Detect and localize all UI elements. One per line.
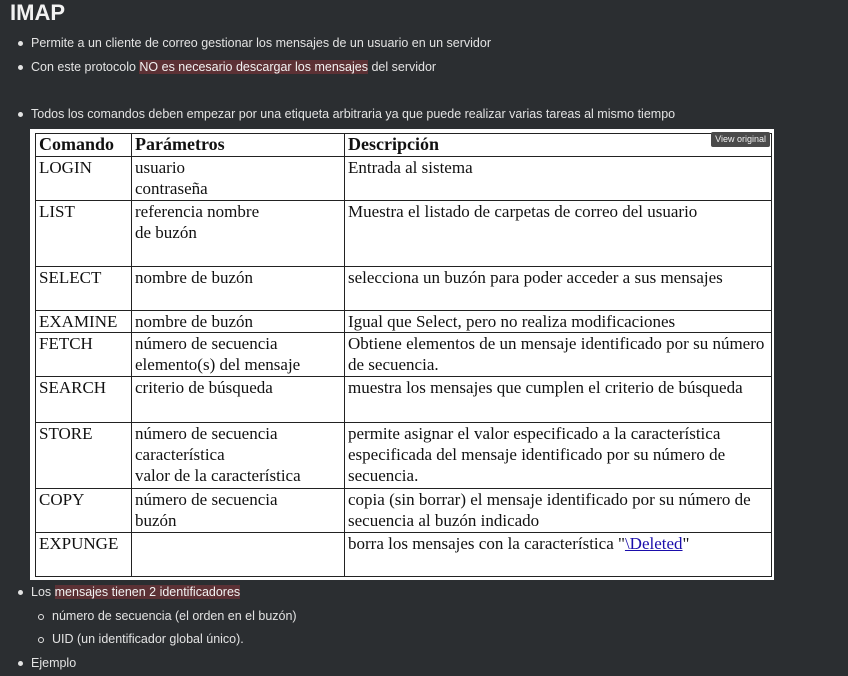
params-cell: número de secuencia elemento(s) del mensaje <box>132 333 345 377</box>
params-cell: referencia nombre de buzón <box>132 201 345 267</box>
table-row <box>36 422 772 488</box>
bullet-no-download <box>31 59 436 75</box>
desc-cell: permite asignar el valor especificado a la característica especificada del mensaje identificado por su número de secuencia. <box>345 422 772 488</box>
table-row <box>36 532 772 576</box>
deleted-link[interactable]: \Deleted <box>624 533 683 553</box>
highlighted-text: NO es necesario descargar los mensajes <box>139 60 368 74</box>
params-cell <box>132 532 345 576</box>
params-cell: número de secuencia característica valor de la característica <box>132 422 345 488</box>
cmd-cell: LIST <box>36 201 132 267</box>
desc-cell: Muestra el listado de carpetas de correo del usuario <box>345 201 772 267</box>
header-descripcion: Descripción <box>345 134 772 157</box>
bullet-identifiers <box>31 584 240 600</box>
desc-text: " <box>682 533 690 553</box>
table-row <box>36 267 772 311</box>
highlighted-text: mensajes tienen 2 identificadores <box>54 585 241 599</box>
cmd-cell: SEARCH <box>36 377 132 422</box>
cmd-cell: STORE <box>36 422 132 488</box>
header-parametros: Parámetros <box>132 134 345 157</box>
table-row <box>36 377 772 422</box>
cmd-cell: EXPUNGE <box>36 532 132 576</box>
cmd-cell: SELECT <box>36 267 132 311</box>
imap-commands-image <box>30 129 774 580</box>
params-cell: número de secuencia buzón <box>132 488 345 532</box>
bullet-description: Permite a un cliente de correo gestionar los mensajes de un usuario en un servidor <box>31 36 491 50</box>
desc-cell: Igual que Select, pero no realiza modificaciones <box>345 311 772 333</box>
params-cell: nombre de buzón <box>132 311 345 333</box>
params-cell: criterio de búsqueda <box>132 377 345 422</box>
table-row <box>36 157 772 201</box>
page-title: IMAP <box>10 0 65 25</box>
bullet-text: del servidor <box>367 60 437 74</box>
cmd-cell: COPY <box>36 488 132 532</box>
table-row <box>36 201 772 267</box>
view-original-button[interactable]: View original <box>711 132 770 147</box>
desc-cell: selecciona un buzón para poder acceder a sus mensajes <box>345 267 772 311</box>
params-cell: usuario contraseña <box>132 157 345 201</box>
imap-commands-table <box>35 133 772 577</box>
table-header-row <box>36 134 772 157</box>
desc-text: borra los mensajes con la característica " <box>348 533 625 553</box>
bullet-commands-tag: Todos los comandos deben empezar por una etiqueta arbitraria ya que puede realizar varias tareas al mismo tiempo <box>31 107 676 121</box>
bullet-example: Ejemplo <box>31 656 77 670</box>
params-cell: nombre de buzón <box>132 267 345 311</box>
bullet-text: Los <box>31 585 55 599</box>
table-row <box>36 333 772 377</box>
desc-cell: Entrada al sistema <box>345 157 772 201</box>
desc-cell: Obtiene elementos de un mensaje identificado por su número de secuencia. <box>345 333 772 377</box>
desc-cell: muestra los mensajes que cumplen el criterio de búsqueda <box>345 377 772 422</box>
header-comando: Comando <box>36 134 132 157</box>
desc-cell: copia (sin borrar) el mensaje identificado por su número de secuencia al buzón indicado <box>345 488 772 532</box>
table-row <box>36 488 772 532</box>
desc-cell <box>345 532 772 576</box>
table-row <box>36 311 772 333</box>
sub-bullet-sequence-number: número de secuencia (el orden en el buzón) <box>52 609 297 623</box>
sub-bullet-uid: UID (un identificador global único). <box>52 632 244 646</box>
bullet-text: Con este protocolo <box>31 60 140 74</box>
cmd-cell: LOGIN <box>36 157 132 201</box>
cmd-cell: FETCH <box>36 333 132 377</box>
cmd-cell: EXAMINE <box>36 311 132 333</box>
